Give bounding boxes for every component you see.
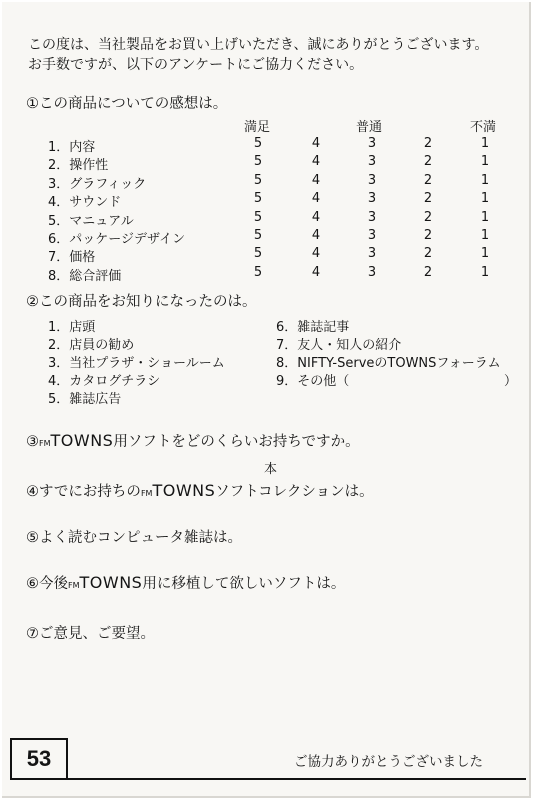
rating-option[interactable]: 2	[423, 191, 433, 207]
source-option: 7．友人・知人の紹介	[276, 338, 402, 353]
rating-item-label: 4．サウンド	[48, 195, 122, 211]
towns-brand: TOWNS	[152, 481, 216, 500]
rating-option[interactable]: 4	[311, 209, 321, 225]
rating-option[interactable]: 4	[311, 264, 321, 280]
rating-option[interactable]: 1	[480, 154, 490, 170]
rating-option[interactable]: 2	[423, 228, 433, 243]
rating-option[interactable]: 1	[480, 228, 490, 243]
rating-option[interactable]: 1	[480, 136, 490, 151]
rating-option[interactable]: 1	[480, 172, 490, 188]
other-close-paren: ）	[504, 374, 518, 389]
source-option: 3．当社プラザ・ショールーム	[48, 356, 225, 371]
rating-option[interactable]: 4	[311, 246, 321, 262]
rating-option[interactable]: 1	[480, 209, 490, 225]
rating-item-label: 6．パッケージデザイン	[48, 232, 186, 247]
rating-option[interactable]: 5	[253, 191, 263, 207]
fm-mark: FM	[140, 489, 153, 498]
footer-rule	[68, 778, 526, 780]
rating-option[interactable]: 5	[253, 209, 263, 225]
rating-option[interactable]: 4	[311, 228, 321, 243]
source-option: 1．店頭	[48, 320, 96, 335]
rating-item-label: 5．マニュアル	[48, 213, 134, 229]
rating-option[interactable]: 5	[253, 172, 263, 188]
question-6-title: ⑥今後FMTOWNS用に移植して欲しいソフトは。	[26, 573, 346, 592]
question-2-title: ②この商品をお知りになったのは。	[26, 294, 257, 310]
rating-option[interactable]: 1	[480, 264, 490, 280]
rating-option[interactable]: 4	[311, 191, 321, 207]
rating-option[interactable]: 3	[367, 136, 377, 151]
unit-label: 本	[264, 462, 278, 477]
rating-option[interactable]: 2	[423, 154, 433, 170]
rating-item-label: 3．グラフィック	[48, 176, 147, 192]
rating-option[interactable]: 1	[480, 246, 490, 262]
question-1-title: ①この商品についての感想は。	[26, 96, 228, 112]
fm-mark: FM	[68, 581, 80, 590]
rating-option[interactable]: 2	[423, 246, 433, 262]
rating-item-label: 1．内容	[48, 140, 96, 155]
scale-header-neutral: 普通	[356, 120, 383, 135]
question-4-title: ④すでにお持ちのFMTOWNSソフトコレクションは。	[26, 481, 374, 500]
rating-option[interactable]: 2	[423, 136, 433, 151]
rating-option[interactable]: 2	[423, 264, 433, 280]
rating-option[interactable]: 1	[480, 191, 490, 207]
scale-header-satisfied: 満足	[244, 120, 271, 135]
question-3-title: ③FMTOWNS用ソフトをどのくらいお持ちですか。	[26, 431, 360, 450]
rating-option[interactable]: 3	[367, 172, 377, 188]
rating-option[interactable]: 2	[423, 172, 433, 188]
rating-option[interactable]: 3	[367, 228, 377, 243]
thanks-message: ご協力ありがとうございました	[294, 754, 483, 770]
page-number: 53	[10, 738, 68, 780]
rating-item-label: 7．価格	[48, 250, 96, 266]
question-7-title: ⑦ご意見、ご要望。	[26, 626, 155, 642]
towns-brand: TOWNS	[50, 431, 114, 450]
rating-option[interactable]: 3	[367, 154, 377, 170]
rating-option[interactable]: 4	[311, 154, 321, 170]
source-option: 5．雑誌広告	[48, 392, 122, 407]
rating-item-label: 8．総合評価	[48, 268, 122, 284]
source-option: 6．雑誌記事	[276, 320, 350, 335]
rating-option[interactable]: 5	[253, 136, 263, 151]
rating-option[interactable]: 5	[253, 154, 263, 170]
rating-option[interactable]: 3	[367, 246, 377, 262]
rating-option[interactable]: 3	[367, 264, 377, 280]
rating-option[interactable]: 5	[253, 246, 263, 262]
rating-item-label: 2．操作性	[48, 158, 109, 174]
rating-option[interactable]: 2	[423, 209, 433, 225]
rating-option[interactable]: 3	[367, 191, 377, 207]
intro-line-2: お手数ですが、以下のアンケートにご協力ください。	[28, 57, 364, 73]
question-5-title: ⑤よく読むコンピュータ雑誌は。	[26, 530, 242, 546]
source-option: 2．店員の勧め	[48, 338, 135, 353]
rating-option[interactable]: 5	[253, 264, 263, 280]
rating-option[interactable]: 3	[367, 209, 377, 225]
source-option: 8．NIFTY-ServeのTOWNSフォーラム	[276, 356, 501, 371]
source-option: 9．その他（	[276, 374, 350, 389]
rating-option[interactable]: 4	[311, 172, 321, 188]
towns-brand: TOWNS	[79, 573, 143, 592]
fm-mark: FM	[39, 439, 51, 448]
scale-header-dissatisfied: 不満	[470, 120, 497, 135]
rating-option[interactable]: 4	[311, 136, 321, 151]
intro-line-1: この度は、当社製品をお買い上げいただき、誠にありがとうございます。	[28, 37, 489, 53]
rating-option[interactable]: 5	[253, 228, 263, 243]
source-option: 4．カタログチラシ	[48, 374, 161, 389]
